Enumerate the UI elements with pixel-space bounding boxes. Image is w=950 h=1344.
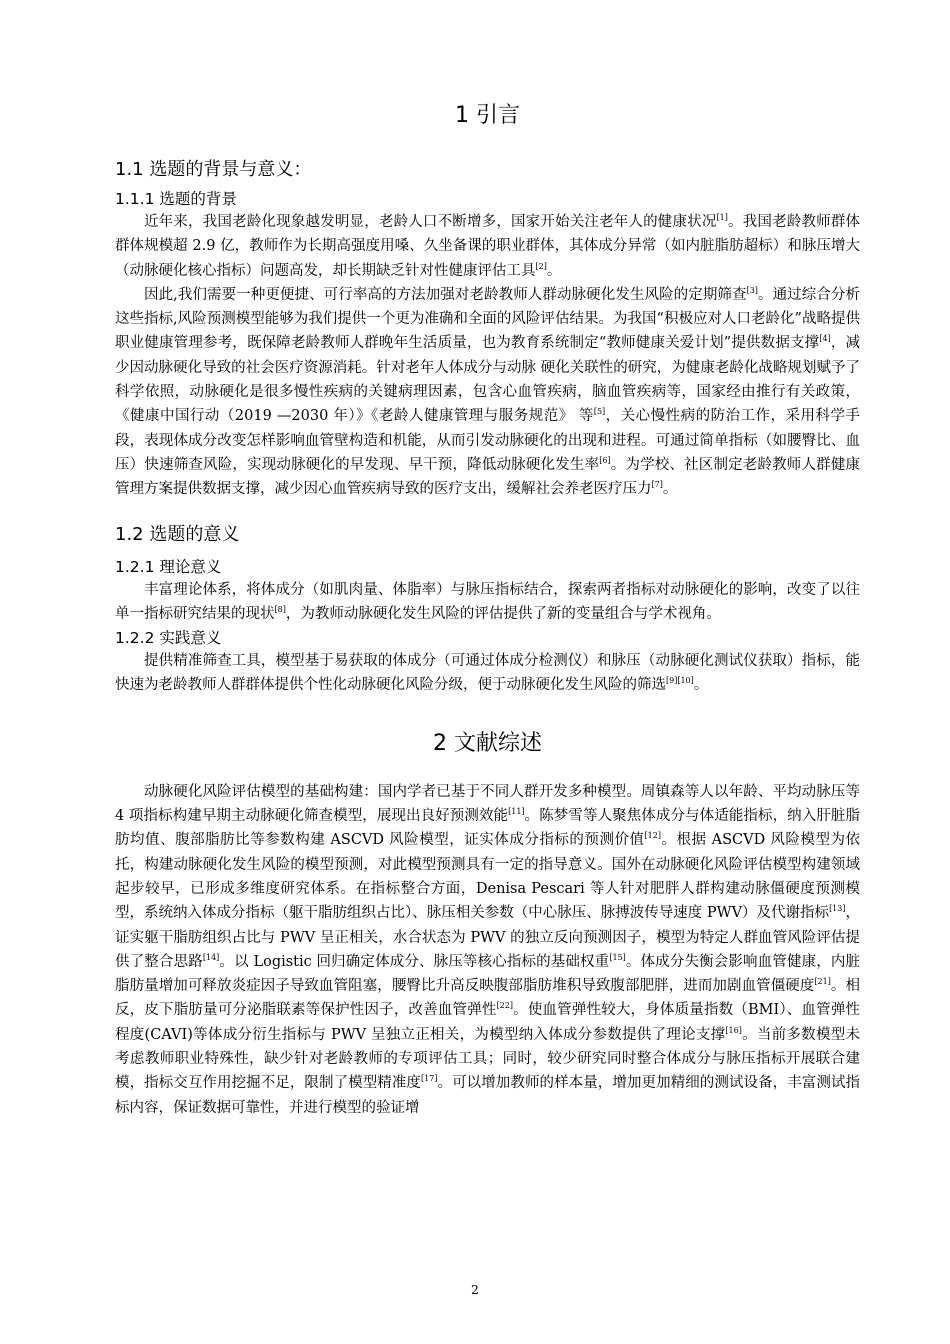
- section-1-2-2-heading: 1.2.2 实践意义: [115, 629, 222, 648]
- section-1-1-heading: 1.1 选题的背景与意义：: [115, 159, 312, 180]
- text-run: ，为教师动脉硬化发生风险的评估提供了新的变量组合与学术视角。: [285, 605, 721, 622]
- section-1-heading: 1 引言: [455, 103, 520, 128]
- citation-ref: [15]: [609, 953, 626, 962]
- text-run: 。可以增加教师的样本量，增加更加精细的测试设备，丰富测试指标内容，保证数据可靠性，并进行模型的验证增: [115, 1075, 861, 1116]
- citation-ref: [17]: [421, 1074, 438, 1084]
- text-run: ，证实躯干脂肪组织占比与 PWV 呈正相关，水合状态为 PWV 的独立反向预测因子，模型为特定人群血管风险评估提供了整合思路: [115, 905, 860, 970]
- text-run: 。我国老龄教师群体群体规模超 2.9 亿，教师作为长期高强度用嗓、久坐备课的职业群体，其体成分异常（如内脏脂肪超标）和脉压增大（动脉硬化核心指标）问题高发，却长期缺乏针对性健康评估工具: [115, 214, 860, 279]
- text-run: 。: [662, 481, 678, 498]
- text-run: 提供精准筛查工具，模型基于易获取的体成分（可通过体成分检测仪）和脉压（动脉硬化测试仪获取）指标，能快速为老龄教师人群群体提供个性化动脉硬化风险分级，便于动脉硬化发生风险的筛选: [115, 653, 860, 694]
- paragraph: [115, 210, 860, 283]
- text-run: 。通过综合分析这些指标,风险预测模型能够为我们提供一个更为准确和全面的风险评估结果。为我国“积极应对人口老龄化”战略提供职业健康管理参考，既保障老龄教师人群晚年生活质量，也为教育系统制定“教师健康关爱计划”提供数据支撑: [115, 286, 860, 352]
- text-run: 。相反，皮下脂肪量可分泌脂联素等保护性因子，改善血管弹性: [115, 978, 861, 1019]
- section-1-1-1-heading: 1.1.1 选题的背景: [115, 190, 237, 208]
- paragraph: [115, 578, 860, 627]
- text-run: 。为学校、社区制定老龄教师人群健康管理方案提供数据支撑，减少因心血管疾病导致的医疗支出，缓解社会养老医疗压力: [115, 456, 861, 498]
- paragraph: [115, 780, 860, 1120]
- text-run: 。陈梦雪等人聚焦体成分与体适能指标，纳入肝脏脂肪均值、腹部脂肪比等参数构建 ASCVD 风险模型，证实体成分指标的预测价值: [115, 808, 860, 849]
- section-1-2-heading: 1.2 选题的意义: [115, 523, 240, 545]
- citation-ref: [5]: [593, 407, 606, 417]
- paragraph: [115, 283, 860, 502]
- section-2-heading: 2 文献综述: [433, 730, 542, 756]
- citation-ref: [2]: [535, 261, 547, 271]
- text-run: 因此,我们需要一种更便捷、可行率高的方法加强对老龄教师人群动脉硬化发生风险的定期筛查: [144, 286, 747, 303]
- citation-ref: [13]: [829, 904, 846, 914]
- text-run: 。体成分失衡会影响血管健康，内脏脂肪量增加可释放炎症因子导致血管阻塞，腰臀比升高反映腹部脂肪堆积导致腹部肥胖，进而加剧血管僵硬度: [115, 953, 861, 995]
- citation-ref: [22]: [496, 1001, 513, 1011]
- text-run: 动脉硬化风险评估模型的基础构建：国内学者已基于不同人群开发多种模型。周镇森等人以年龄、平均动脉压等 4 项指标构建早期主动脉硬化筛查模型，展现出良好预测效能: [115, 783, 860, 825]
- citation-ref: [14]: [202, 953, 220, 962]
- page-content: [115, 100, 860, 1120]
- text-run: 丰富理论体系，将体成分（如肌肉量、体脂率）与脉压指标结合，探索两者指标对动脉硬化的影响，改变了以往单一指标研究结果的现状: [115, 581, 860, 622]
- citation-ref: [21]: [814, 977, 831, 987]
- citation-ref: [11]: [508, 807, 525, 817]
- paragraph: [115, 649, 860, 698]
- text-run: 。: [546, 262, 562, 279]
- citation-ref: [8]: [274, 605, 286, 615]
- citation-ref: [9][10]: [666, 676, 694, 686]
- citation-ref: [12]: [644, 831, 661, 841]
- citation-ref: [1]: [716, 213, 728, 223]
- text-run: 。以 Logistic 回归确定体成分、脉压等核心指标的基础权重: [219, 953, 610, 970]
- citation-ref: [4]: [819, 334, 831, 344]
- page-number: 2: [471, 1282, 479, 1297]
- citation-ref: [16]: [725, 1025, 742, 1035]
- text-run: 。当前多数模型未考虑教师职业特殊性，缺少针对老龄教师的专项评估工具；同时，较少研究同时整合体成分与脉压指标开展联合建模，指标交互作用挖掘不足，限制了模型精准度: [115, 1026, 860, 1092]
- text-run: ，关心慢性病的防治工作，采用科学手 段，表现体成分改变怎样影响血管壁构造和机能，从而引发动脉硬化的出现和进程。可通过简单指标（如腰臀比、血压）快速筛查风险，实现动脉硬化的早发现、早干预，降低动脉硬化发生率: [115, 408, 860, 473]
- text-run: 。使血管弹性较大，身体质量指数（BMI）、血管弹性程度(CAVI)等体成分衍生指标与 PWV 呈独立正相关，为模型纳入体成分参数提供了理论支撑: [115, 1002, 860, 1043]
- citation-ref: [7]: [651, 480, 663, 490]
- citation-ref: [3]: [746, 286, 758, 296]
- text-run: 。根据 ASCVD 风险模型为依托，构建动脉硬化发生风险的模型预测，对此模型预测具有一定的指导意义。国外在动脉硬化风险评估模型构建领域起步较早，已形成多维度研究体系。在指标整合方面，Denisa Pescari 等人针对肥胖人群构建动脉僵硬度预测模型，系统纳入体成分指标（躯干脂肪组织占比）、脉压相关参数（中心脉压、脉搏波传导速度 PWV）及代谢指标: [115, 832, 860, 922]
- text-run: 。: [693, 677, 709, 694]
- section-1-2-1-heading: 1.2.1 理论意义: [115, 557, 222, 576]
- citation-ref: [6]: [599, 456, 611, 466]
- text-run: ，减少因动脉硬化导致的社会医疗资源消耗。针对老年人体成分与动脉 硬化关联性的研究，为健康老龄化战略规划赋予了科学依照，动脉硬化是很多慢性疾病的关键病理因素，包含心血管疾病，脑血管疾病等，国家经由推行有关政策，《健康中国行动（2019 —2030 年）》《老龄人健康管理与服务规范》 等: [115, 335, 860, 425]
- text-run: 近年来，我国老龄化现象越发明显，老龄人口不断增多，国家开始关注老年人的健康状况: [144, 214, 717, 230]
